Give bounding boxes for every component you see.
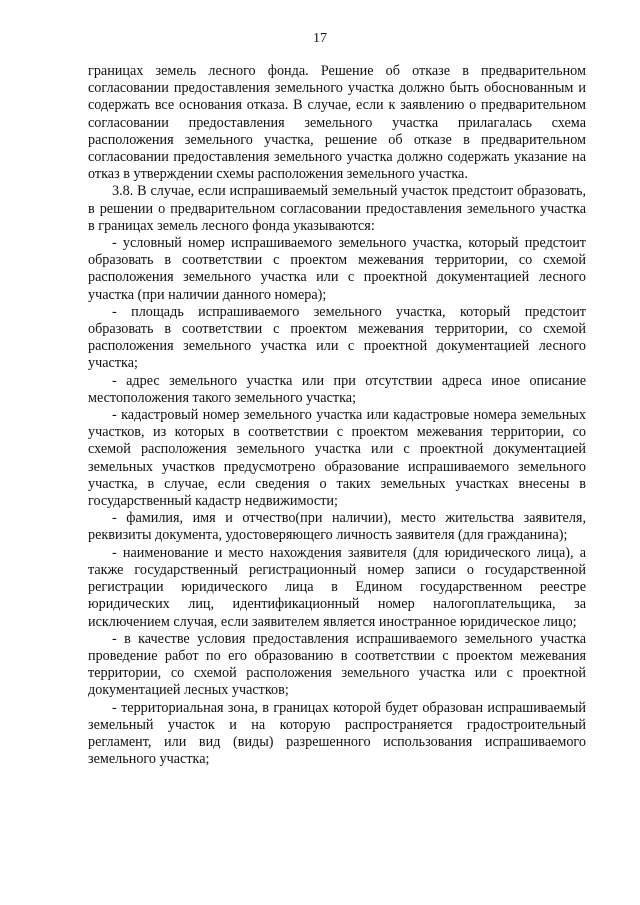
paragraph: границах земель лесного фонда. Решение об отказе в предварительном согласовании предоставления земельного участка должно быть обоснованным и содержать все основания отказа. В случае, если к заявлению о предварительном согласовании предоставления земельного участка прилагалась схема расположения земельного участка, решение об отказе в предварительном согласовании предоставления земельного участка должно содержать указание на отказ в утверждении схемы расположения земельного участка. — [88, 63, 586, 183]
page-number: 17 — [313, 31, 327, 46]
paragraph-section-3-8: 3.8. В случае, если испрашиваемый земельный участок предстоит образовать, в решении о предварительном согласовании предоставления земельного участка в границах земель лесного фонда указываются: — [88, 183, 586, 234]
list-item: - кадастровый номер земельного участка или кадастровые номера земельных участков, из которых в соответствии с проектом межевания территории, со схемой расположения земельного участка или с проектной документацией земельных участков предусмотрено образование испрашиваемого земельного участка, в случае, если сведения о таких земельных участках внесены в государственный кадастр недвижимости; — [88, 407, 586, 510]
list-item: - наименование и место нахождения заявителя (для юридического лица), а также государственный регистрационный номер записи о государственной регистрации юридического лица в Едином государственном реестре юридических лиц, идентификационный номер налогоплательщика, за исключением случая, если заявителем является иностранное юридическое лицо; — [88, 544, 586, 630]
list-item: - территориальная зона, в границах которой будет образован испрашиваемый земельный участок и на которую распространяется градостроительный регламент, или вид (виды) разрешенного использования испрашиваемого земельного участка; — [88, 699, 586, 768]
list-item: - адрес земельного участка или при отсутствии адреса иное описание местоположения такого земельного участка; — [88, 372, 586, 406]
list-item: - площадь испрашиваемого земельного участка, который предстоит образовать в соответствии с проектом межевания территории, со схемой расположения земельного участка или с проектной документацией лесного участка; — [88, 303, 586, 372]
list-item: - фамилия, имя и отчество(при наличии), место жительства заявителя, реквизиты документа, удостоверяющего личность заявителя (для гражданина); — [88, 510, 586, 544]
document-body — [88, 63, 586, 768]
list-item: - в качестве условия предоставления испрашиваемого земельного участка проведение работ по его образованию в соответствии с проектом межевания территории, со схемой расположения земельного участка или с проектной документацией лесных участков; — [88, 630, 586, 699]
list-item: - условный номер испрашиваемого земельного участка, который предстоит образовать в соответствии с проектом межевания территории, со схемой расположения земельного участка или с проектной документацией лесного участка (при наличии данного номера); — [88, 235, 586, 303]
